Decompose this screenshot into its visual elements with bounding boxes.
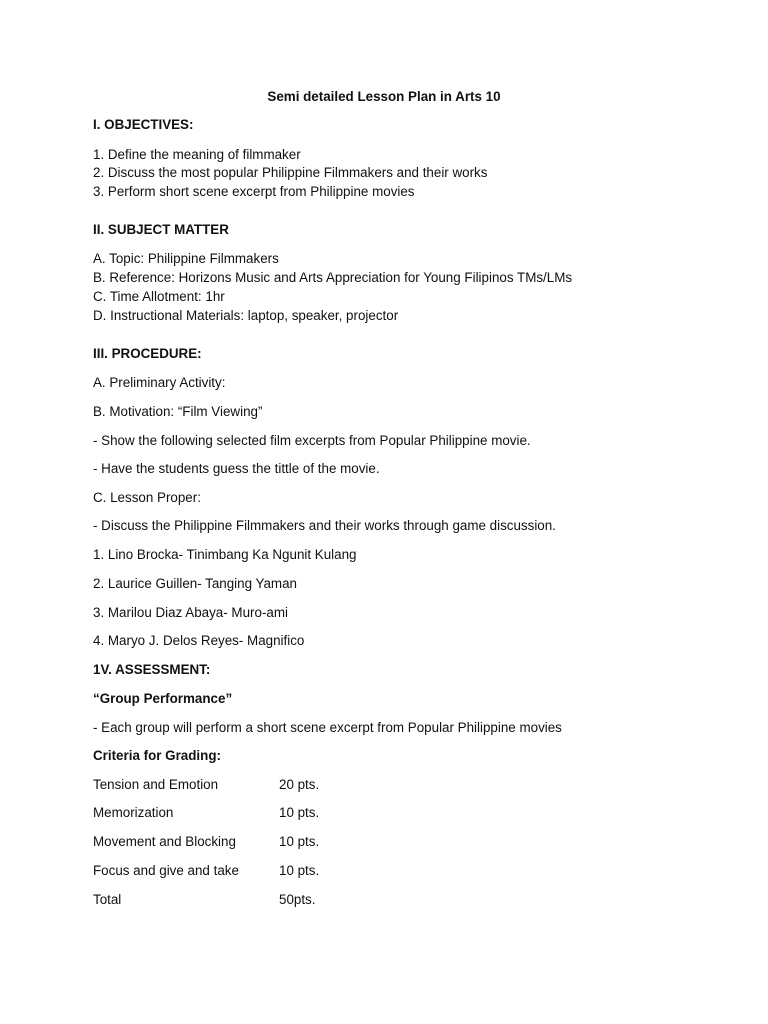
document-title: Semi detailed Lesson Plan in Arts 10 (267, 89, 501, 104)
assessment-instruction: - Each group will perform a short scene excerpt from Popular Philippine movies (93, 720, 562, 735)
criteria-name: Total (93, 892, 122, 907)
subject-matter-heading: II. SUBJECT MATTER (93, 222, 229, 237)
criteria-points: 50pts. (279, 892, 316, 907)
subject-matter-item: D. Instructional Materials: laptop, speaker, projector (93, 308, 399, 323)
lesson-step: - Discuss the Philippine Filmmakers and their works through game discussion. (93, 518, 556, 533)
filmmaker-item: 2. Laurice Guillen- Tanging Yaman (93, 576, 297, 591)
criteria-points: 10 pts. (279, 834, 320, 849)
subject-matter-item: C. Time Allotment: 1hr (93, 289, 225, 304)
motivation-step: - Show the following selected film excerpts from Popular Philippine movie. (93, 433, 531, 448)
motivation-step: - Have the students guess the tittle of the movie. (93, 461, 380, 476)
assessment-heading: 1V. ASSESSMENT: (93, 662, 211, 677)
criteria-points: 20 pts. (279, 777, 320, 792)
criteria-row (93, 804, 319, 822)
motivation: B. Motivation: “Film Viewing” (93, 404, 263, 419)
procedure-heading: III. PROCEDURE: (93, 346, 202, 361)
subject-matter-item: A. Topic: Philippine Filmmakers (93, 251, 279, 266)
filmmaker-item: 3. Marilou Diaz Abaya- Muro-ami (93, 605, 288, 620)
criteria-heading: Criteria for Grading: (93, 748, 221, 763)
objectives-heading: I. OBJECTIVES: (93, 117, 194, 132)
objective-item: 3. Perform short scene excerpt from Philippine movies (93, 184, 415, 199)
criteria-row (93, 862, 319, 880)
assessment-activity: “Group Performance” (93, 691, 233, 706)
objective-item: 2. Discuss the most popular Philippine Filmmakers and their works (93, 165, 488, 180)
lesson-proper: C. Lesson Proper: (93, 490, 201, 505)
filmmaker-item: 1. Lino Brocka- Tinimbang Ka Ngunit Kulang (93, 547, 357, 562)
objective-item: 1. Define the meaning of filmmaker (93, 147, 301, 162)
preliminary-activity: A. Preliminary Activity: (93, 375, 226, 390)
criteria-total-row (93, 891, 315, 909)
criteria-row (93, 833, 319, 851)
criteria-name: Memorization (93, 805, 174, 820)
criteria-name: Movement and Blocking (93, 834, 236, 849)
criteria-row (93, 776, 319, 794)
criteria-points: 10 pts. (279, 805, 320, 820)
criteria-name: Focus and give and take (93, 863, 239, 878)
filmmaker-item: 4. Maryo J. Delos Reyes- Magnifico (93, 633, 305, 648)
criteria-name: Tension and Emotion (93, 777, 219, 792)
subject-matter-item: B. Reference: Horizons Music and Arts Appreciation for Young Filipinos TMs/LMs (93, 270, 573, 285)
criteria-points: 10 pts. (279, 863, 320, 878)
